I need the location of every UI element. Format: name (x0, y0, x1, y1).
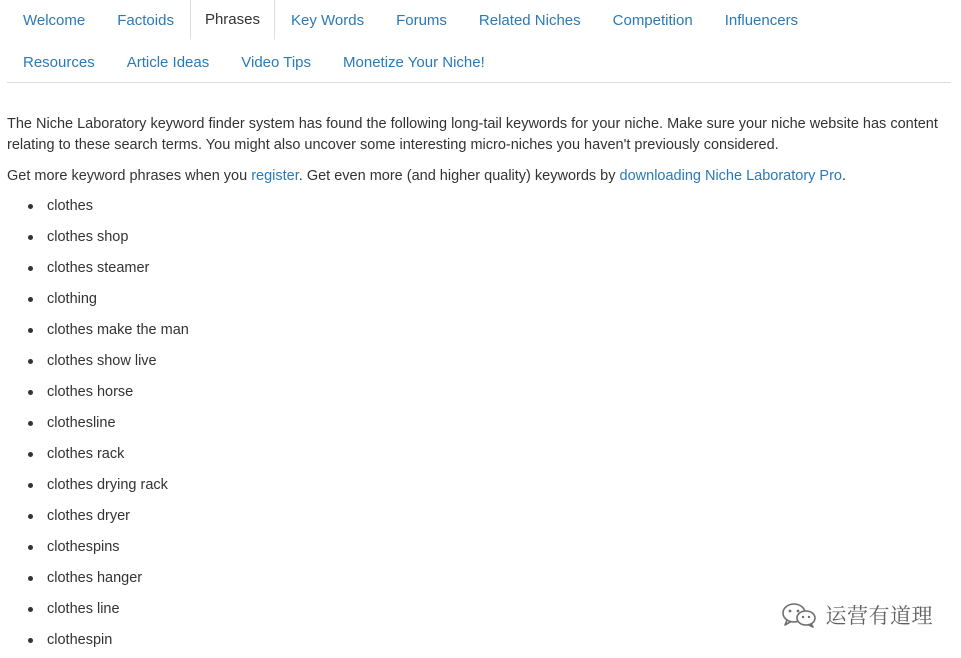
tab-video-tips[interactable]: Video Tips (241, 53, 312, 71)
tab-row-2 (7, 42, 501, 82)
wechat-icon (780, 602, 818, 628)
tab-row-1 (7, 0, 814, 40)
get-more-middle: . Get even more (and higher quality) keywords by (298, 168, 620, 184)
tab-phrases[interactable]: Phrases (190, 0, 275, 40)
download-pro-link[interactable]: downloading Niche Laboratory Pro (619, 168, 843, 184)
keyword-item: clothes make the man (47, 315, 951, 346)
keyword-item: clothes steamer (47, 253, 951, 284)
register-link[interactable]: register (251, 168, 299, 184)
tab-competition[interactable]: Competition (612, 11, 693, 29)
tab-forums[interactable]: Forums (396, 11, 447, 29)
keyword-item: clothes rack (47, 439, 951, 470)
watermark (780, 600, 934, 630)
keyword-item: clothes (47, 191, 951, 222)
tab-factoids[interactable]: Factoids (117, 11, 174, 29)
keyword-list (7, 191, 951, 656)
get-more-text (7, 166, 951, 187)
tab-article-ideas[interactable]: Article Ideas (126, 53, 210, 71)
keyword-item: clothesline (47, 408, 951, 439)
keyword-item: clothespin (47, 625, 951, 656)
keyword-item: clothes hanger (47, 563, 951, 594)
keyword-item: clothes line (47, 594, 951, 625)
tab-resources[interactable]: Resources (23, 53, 95, 71)
tab-welcome[interactable]: Welcome (23, 11, 86, 29)
keyword-item: clothes dryer (47, 501, 951, 532)
keyword-item: clothespins (47, 532, 951, 563)
tab-key-words[interactable]: Key Words (290, 11, 365, 29)
get-more-after: . (842, 168, 847, 184)
keyword-item: clothes show live (47, 346, 951, 377)
tab-influencers[interactable]: Influencers (724, 11, 799, 29)
keyword-item: clothes horse (47, 377, 951, 408)
tab-bar (7, 0, 951, 83)
keyword-item: clothes drying rack (47, 470, 951, 501)
keyword-item: clothing (47, 284, 951, 315)
keyword-item: clothes shop (47, 222, 951, 253)
tab-monetize-your-niche[interactable]: Monetize Your Niche! (343, 53, 485, 71)
tab-related-niches[interactable]: Related Niches (478, 11, 581, 29)
intro-text: The Niche Laboratory keyword finder system has found the following long-tail keywords for your niche. Make sure your niche website has content relating to these search terms. You might also uncover some interesting micro-niches you haven't previously considered. (7, 116, 938, 153)
watermark-text: 运营有道理 (825, 604, 933, 628)
get-more-before: Get more keyword phrases when you (7, 168, 252, 184)
phrases-panel (7, 114, 951, 656)
